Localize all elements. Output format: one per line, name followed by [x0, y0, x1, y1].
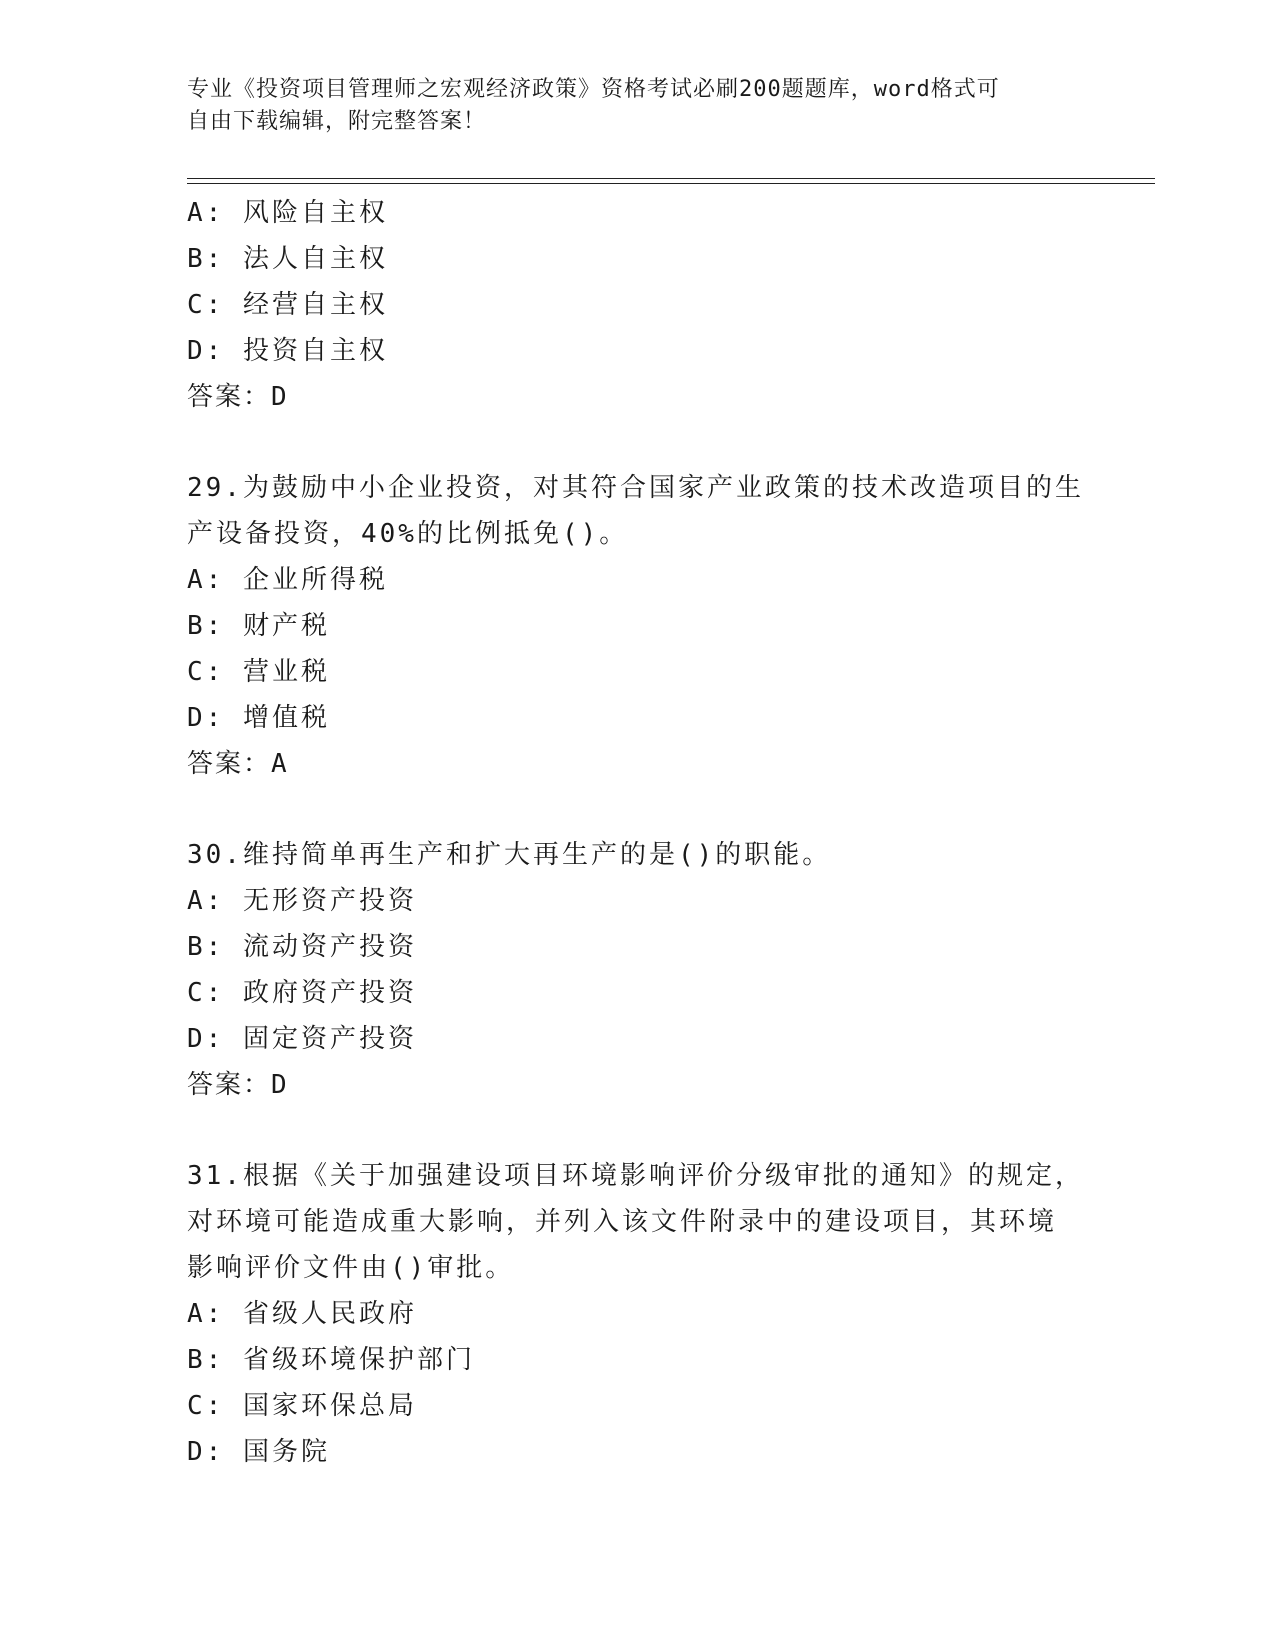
option-d: D: 固定资产投资: [187, 1024, 417, 1054]
question-stem-line: 29.为鼓励中小企业投资，对其符合国家产业政策的技术改造项目的生: [187, 473, 1084, 503]
option-a: A: 企业所得税: [187, 565, 388, 595]
option-d: D: 增值税: [187, 703, 330, 733]
option-b: B: 流动资产投资: [187, 932, 417, 962]
option-a: A: 无形资产投资: [187, 886, 417, 916]
option-c: C: 政府资产投资: [187, 978, 417, 1008]
question-28-continuation: [187, 190, 1087, 420]
question-stem-line: 31.根据《关于加强建设项目环境影响评价分级审批的通知》的规定，: [187, 1161, 1084, 1191]
question-stem-line: 对环境可能造成重大影响，并列入该文件附录中的建设项目，其环境: [187, 1207, 1058, 1237]
question-29: [187, 465, 1087, 787]
answer-label: 答案：D: [187, 1070, 289, 1100]
option-b: B: 法人自主权: [187, 244, 388, 274]
question-stem-line: 产设备投资，40%的比例抵免()。: [187, 519, 629, 549]
question-30: [187, 832, 1087, 1108]
option-c: C: 经营自主权: [187, 290, 388, 320]
option-d: D: 投资自主权: [187, 336, 388, 366]
option-b: B: 财产税: [187, 611, 330, 641]
option-a: A: 风险自主权: [187, 198, 388, 228]
header-divider-bottom: [187, 183, 1155, 184]
answer-label: 答案：D: [187, 382, 289, 412]
spacer: [187, 420, 1087, 465]
question-stem-line: 影响评价文件由()审批。: [187, 1253, 515, 1283]
document-header: [187, 74, 1087, 138]
option-b: B: 省级环境保护部门: [187, 1345, 475, 1375]
option-a: A: 省级人民政府: [187, 1299, 417, 1329]
header-line-1: 专业《投资项目管理师之宏观经济政策》资格考试必刷200题题库，word格式可: [187, 77, 1000, 102]
header-divider-top: [187, 178, 1155, 179]
option-d: D: 国务院: [187, 1437, 330, 1467]
answer-label: 答案：A: [187, 749, 289, 779]
option-c: C: 国家环保总局: [187, 1391, 417, 1421]
question-list: [187, 190, 1087, 1475]
question-31: [187, 1153, 1087, 1475]
spacer: [187, 1108, 1087, 1153]
question-stem-line: 30.维持简单再生产和扩大再生产的是()的职能。: [187, 840, 832, 870]
header-line-2: 自由下载编辑，附完整答案！: [187, 109, 487, 134]
option-c: C: 营业税: [187, 657, 330, 687]
spacer: [187, 787, 1087, 832]
